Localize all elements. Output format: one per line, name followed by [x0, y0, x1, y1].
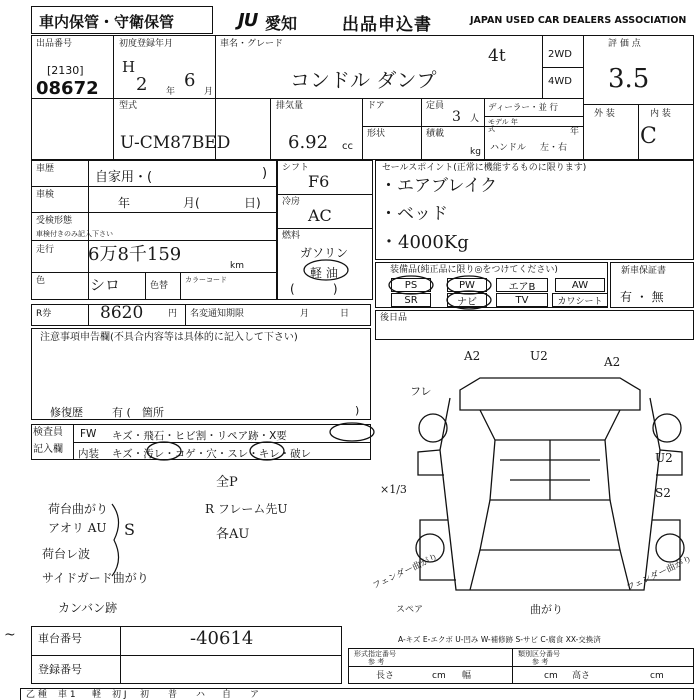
warranty-options: 有 ・ 無: [620, 290, 664, 304]
equip-navi: ナビ: [447, 293, 487, 307]
exterior-check-text: キズ・飛石・ヒビ割・リペア跡・X要: [112, 430, 287, 442]
footer-item-8: 自: [222, 690, 232, 700]
chassis-value: -40614: [190, 628, 254, 649]
shape-label: 形状: [367, 129, 386, 139]
footer-item-6: 普: [168, 690, 178, 700]
equip-airbag: エアB: [496, 278, 548, 292]
note-right-3: 各AU: [216, 527, 250, 542]
diagram-legend: A-キズ E-エクボ U-凹み W-補修跡 S-サビ C-腐食 XX-交換済: [398, 635, 601, 644]
selling-points-label: セールスポイント(正常に機能するものに限ります): [382, 163, 587, 173]
fuel-value: ガソリン: [300, 246, 349, 260]
cat-ref: 参 考: [532, 658, 549, 666]
shift-label: シフト: [282, 163, 310, 173]
inspection-label: 車検: [36, 190, 55, 200]
aircon-label: 冷房: [282, 197, 301, 207]
handle-options: 左・右: [540, 143, 568, 153]
warranty-label: 新車保証書: [621, 266, 667, 276]
equipment-label: 装備品(純正品に限り◎をつけてください): [390, 265, 558, 275]
diag-mark-s2: S2: [655, 486, 671, 500]
score-value: 3.5: [608, 64, 650, 94]
interior-value: C: [640, 124, 657, 149]
first-reg-label: 初度登録年月: [119, 39, 174, 49]
diag-mark-bend: 曲がり: [530, 603, 563, 616]
inspector-label: 検査員: [33, 427, 63, 438]
mileage-unit: km: [230, 261, 244, 271]
equip-pw: PW: [447, 278, 487, 292]
storage-title: 車内保管・守衛保管: [39, 13, 175, 31]
notice-month: 月: [300, 309, 310, 319]
org-name: 愛知: [265, 14, 298, 33]
history-value: 自家用・(: [95, 170, 153, 185]
model-year-unit: 年: [570, 127, 580, 137]
mileage-value: 6万8千159: [88, 244, 182, 265]
drive-2wd: 2WD: [548, 49, 572, 60]
note-left-2: アオリ AU: [48, 521, 107, 535]
load-label: 積載: [426, 129, 445, 139]
displacement-label: 排気量: [276, 101, 304, 111]
diag-mark-u2-top: U2: [530, 349, 548, 363]
backseat-box: [375, 310, 694, 340]
check-circle-marks: [140, 420, 380, 462]
notice-label: 名変通知期限: [190, 309, 245, 319]
inspection-year: 年: [118, 196, 131, 210]
era-value: H: [122, 58, 136, 76]
reg-label: 登録番号: [38, 663, 82, 676]
footer-item-7: ハ: [196, 690, 206, 700]
footer-item-4: 初 J: [112, 690, 127, 700]
inspection-day: 日): [244, 196, 261, 210]
color-label: 色: [36, 276, 46, 286]
displacement-unit: cc: [342, 141, 353, 152]
diag-mark-spare: スペア: [396, 605, 424, 615]
price-label: R券: [36, 309, 52, 319]
fuel-circle-mark: [302, 258, 350, 282]
year-value: 2: [136, 74, 148, 95]
note-left-1: 荷台曲がり: [48, 502, 109, 516]
form-title: 出品申込書: [342, 15, 432, 35]
length-unit: cm: [432, 671, 446, 681]
aircon-value: AC: [308, 206, 332, 225]
car-name: コンドル ダンプ: [290, 68, 437, 92]
height-unit: cm: [650, 671, 664, 681]
diag-mark-fender-right: フェンダー曲がり: [625, 554, 694, 594]
color-code-label: カラーコード: [185, 276, 227, 284]
model-year-label: モデル 年式: [488, 118, 518, 133]
fuel-option: 軽 油: [310, 266, 338, 280]
equip-leather-seat: カワシート: [552, 293, 608, 307]
drive-4wd: 4WD: [548, 76, 572, 87]
diag-mark-fure: フレ: [410, 385, 432, 398]
footer-item-3: 軽: [92, 690, 102, 700]
receipt-label: 受検形態: [36, 216, 73, 226]
receipt-note: 車検付きのみ記入下さい: [36, 230, 113, 238]
interior-label: 内 装: [650, 109, 671, 119]
fuel-label: 燃料: [282, 231, 301, 241]
interior-check-label: 内装: [78, 448, 99, 460]
year-unit: 年: [166, 87, 176, 97]
price-unit: 円: [168, 309, 178, 319]
backseat-label: 後日品: [380, 313, 408, 323]
ju-logo-icon: JU: [238, 10, 258, 31]
import-label: ディーラー・並 行: [488, 103, 559, 113]
inspection-month: 月(: [183, 196, 200, 210]
capacity-value: 3: [452, 109, 461, 125]
equip-ps: PS: [391, 278, 431, 292]
spec-ref: 参 考: [368, 658, 385, 666]
footer-item-9: ア: [250, 690, 260, 700]
exterior-label: 外 装: [594, 109, 615, 119]
handle-label: ハンドル: [490, 143, 527, 153]
footer-item-2: 車 1: [58, 690, 76, 700]
note-left-4: サイドガード曲がり: [42, 571, 149, 585]
displacement-value: 6.92: [288, 132, 329, 153]
name-label: 車名・グレード: [220, 39, 284, 49]
mileage-label: 走行: [36, 245, 55, 255]
selling-point-2: ・ベッド: [380, 204, 448, 224]
capacity-label: 定員: [426, 101, 445, 111]
note-right-1: 全P: [216, 475, 238, 490]
score-label: 評 価 点: [608, 39, 641, 49]
height-label: 高さ: [572, 671, 591, 681]
length-label: 長さ: [376, 671, 395, 681]
note-left-5: カンバン跡: [58, 601, 118, 615]
month-unit: 月: [204, 87, 214, 97]
tonnage: 4t: [488, 46, 506, 66]
model-value: U-CM87BED: [120, 133, 231, 153]
lot-bracket: [2130]: [47, 64, 84, 77]
price-value: 8620: [100, 303, 144, 323]
note-left-3: 荷台レ波: [42, 547, 91, 561]
note-right-2: R フレーム先U: [205, 502, 288, 516]
diag-mark-a2-left: A2: [464, 349, 481, 363]
exterior-check-label: FW: [80, 428, 97, 440]
repair-end: ): [355, 404, 360, 417]
lot-label: 出品番号: [36, 39, 73, 49]
shift-value: F6: [308, 172, 330, 191]
selling-point-1: ・エアブレイク: [380, 176, 498, 196]
load-unit: kg: [470, 147, 481, 157]
corner-mark: ~: [4, 627, 16, 643]
model-label: 型式: [119, 101, 138, 111]
width-label: 幅: [462, 671, 472, 681]
repair-value: 有 (: [112, 406, 131, 419]
month-value: 6: [184, 70, 196, 91]
color-value: シロ: [90, 276, 121, 294]
footer-item-1: 乙 種: [26, 690, 47, 700]
equip-tv: TV: [496, 293, 548, 307]
cat-label: 類別区分番号: [518, 650, 560, 658]
width-unit: cm: [544, 671, 558, 681]
history-label: 車歴: [36, 164, 55, 174]
footer-item-5: 初: [140, 690, 150, 700]
door-label: ドア: [367, 101, 385, 111]
notice-day: 日: [340, 309, 350, 319]
declaration-label: 注意事項申告欄(不具合内容等は具体的に記入して下さい): [40, 332, 298, 343]
equip-circle-marks: [386, 274, 496, 310]
capacity-unit: 人: [470, 114, 480, 124]
note-s-mark: S: [124, 520, 135, 539]
equip-sr: SR: [391, 293, 431, 307]
spec-label: 形式指定番号: [354, 650, 396, 658]
selling-point-3: ・4000Kg: [380, 232, 469, 253]
repaint-label: 色替: [150, 281, 169, 291]
chassis-label: 車台番号: [38, 632, 82, 645]
diag-mark-u2-right: U2: [655, 451, 673, 465]
assoc-name: JAPAN USED CAR DEALERS ASSOCIATION: [470, 15, 687, 26]
diag-mark-a2-right: A2: [604, 355, 621, 369]
diag-mark-x13: ×1/3: [380, 483, 407, 496]
bracket-mark: [108, 500, 128, 580]
repair-label: 修復歴: [50, 406, 83, 419]
interior-check-text: キズ・汚レ・コゲ・穴・スレ・キレ・破レ: [112, 448, 312, 460]
entry-label: 記入欄: [33, 444, 63, 455]
diag-mark-fender-left: フェンダー曲がり: [371, 552, 440, 592]
history-close: ): [262, 166, 268, 181]
repair-close: 箇所: [142, 406, 164, 419]
equip-aw: AW: [555, 278, 605, 292]
lot-number: 08672: [36, 78, 99, 99]
